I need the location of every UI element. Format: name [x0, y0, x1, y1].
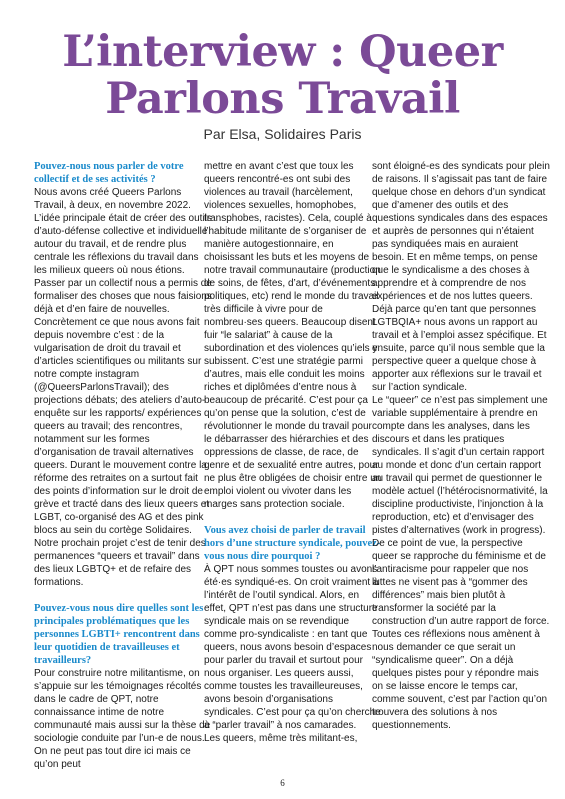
byline: Par Elsa, Solidaires Paris — [203, 126, 362, 142]
paragraph: Concrètement ce que nous avons fait depuis novembre c’est : de la vulgarisation de droit du travail et d’articles scientifiques ou militants sur notre compte instagram (@QueersParlonsTravail); des projections débats; des ateliers d’auto-enquête sur les rapports/ expériences queers au travail; des rencontres, notamment sur les formes d’organisation de travail alternatives queers. Durant le mouvement contre la réforme des retraites on a surtout fait des points d’information sur le droit de grève et tracté dans des lieux queers et LGBT, co-organisé des AG et des pink blocs au sein du cortège Solidaires. Notre prochain projet c’est de tenir des permanences “queers et travail” dans des lieux LGBTQ+ et de refaire des formations. — [34, 317, 210, 588]
question-heading: Pouvez-nous nous parler de votre collectif et de ses activités ? — [34, 161, 184, 185]
paragraph: De ce point de vue, la perspective queer se rapproche du féminisme et de l’antiracisme pour rappeler que nos luttes ne visent pas à “gommer des différences” mais bien plutôt à transformer la société par la construction d’un autre rapport de force. — [372, 538, 550, 627]
paragraph: sont éloigné-es des syndicats pour plein de raisons. Il s’agissait pas tant de faire quelque chose en dehors d’un syndicat que d’amener des outils et des questions syndicales dans des espaces et auprès de personnes qui n’étaient pas syndiquées mais en auraient besoin. Et en même temps, on pense que le syndicalisme a des choses à apprendre et à comprendre de nos expériences et de nos luttes queers. Déjà parce qu’en tant que personnes LGTBQIA+ nous avons un rapport au travail et à l’emploi assez spécifique. Et ensuite, parce qu’il nous semble que la perspective queer a quelque chose à apporter aux réflexions sur le travail et sur l’action syndicale. — [372, 161, 550, 393]
article-column-3 — [372, 160, 550, 732]
article-column-2 — [204, 160, 382, 745]
paragraph: À QPT nous sommes toustes ou avons été·es syndiqué-es. On croit vraiment à l’intérêt de l’outil syndical. Alors, en effet, QPT n’est pas dans une structure syndicale mais on se revendique comme pro-syndicaliste : en tant que queers, nous avons besoin d’espaces pour parler du travail et surtout pour nous organiser. Les queers aussi, comme toustes les travailleureuses, avons besoin d’organisations syndicales. C’est pour ça qu’on cherche à “parler travail” à nos camarades. — [204, 564, 381, 731]
article-column-1 — [34, 160, 212, 771]
question-heading: Vous avez choisi de parler de travail hors d’une structure syndicale, pouvez-vous nous dire pourquoi ? — [204, 525, 381, 562]
paragraph: Les queers, même très militant-es, — [204, 733, 358, 744]
page-number: 6 — [280, 778, 285, 788]
paragraph: mettre en avant c’est que toux les queers rencontré-es ont subi des violences au travail (harcèlement, violences sexuelles, homophobes, transphobes, racistes). Cela, couplé à l’habitude militante de s’organiser de manière autogestionnaire, en choisissant les buts et les moyens de notre travail communautaire (production de soins, de fêtes, d’art, d’événements politiques, etc) rend le monde du travail très difficile à vivre pour de nombreu·ses queers. Beaucoup disent fuir “le salariat” à cause de la subordination et des violences qu’iels y subissent. C’est une stratégie parmi d’autres, mais elle conduit les moins riches et diplômées d’entre nous à beaucoup de précarité. C’est pour ça qu’on pense que la solution, c’est de révolutionner le monde du travail pour le débarrasser des hiérarchies et des oppressions de classe, de race, de genre et de sexualité entre autres, pour ne plus être obligées de choisir entre un emploi violent ou vivoter dans les marges sans protection sociale. — [204, 161, 382, 510]
paragraph: Nous avons créé Queers Parlons Travail, à deux, en novembre 2022. L’idée principale était de créer des outils d’auto-défense collective et individuelle autour du travail, et de rendre plus centrale les réflexions du travail dans les milieux queers où nous étions. Passer par un collectif nous a permis de formaliser des choses que nous faisions déjà et d’en faire de nouvelles. — [34, 187, 212, 315]
paragraph: Toutes ces réflexions nous amènent à nous demander ce que serait un “syndicalisme queer”. On a déjà quelques pistes pour y répondre mais on se laisse encore le temps car, comme souvent, c’est par l’action qu’on trouvera des solutions à nos questionnements. — [372, 629, 548, 731]
page-title-line-2: Parlons Travail — [105, 74, 460, 124]
question-heading: Pouvez-vous nous dire quelles sont les principales problématiques que les personnes LGBTI+ rencontrent dans leur quotidien de travailleuses et travailleurs? — [34, 603, 204, 666]
paragraph: Pour construire notre militantisme, on s’appuie sur les témoignages récoltés dans le cadre de QPT, notre connaissance intime de notre communauté mais aussi sur la thèse de sociologie conduite par l’un-e de nous. On ne peut pas tout dire ici mais ce qu’on peut — [34, 668, 211, 770]
page-title-line-1: L’interview : Queer — [62, 27, 503, 77]
paragraph: Le “queer” ce n’est pas simplement une variable supplémentaire à prendre en compte dans les analyses, dans les discours et dans les pratiques syndicales. Il s’agit d’un certain rapport au monde et donc d’un certain rapport au travail qui permet de questionner le modèle actuel (l’hétérocisnormativité, la discipline productiviste, l’injonction à la reproduction, etc) et d’envisager des pistes d’alternatives (work in progress). — [372, 395, 548, 536]
